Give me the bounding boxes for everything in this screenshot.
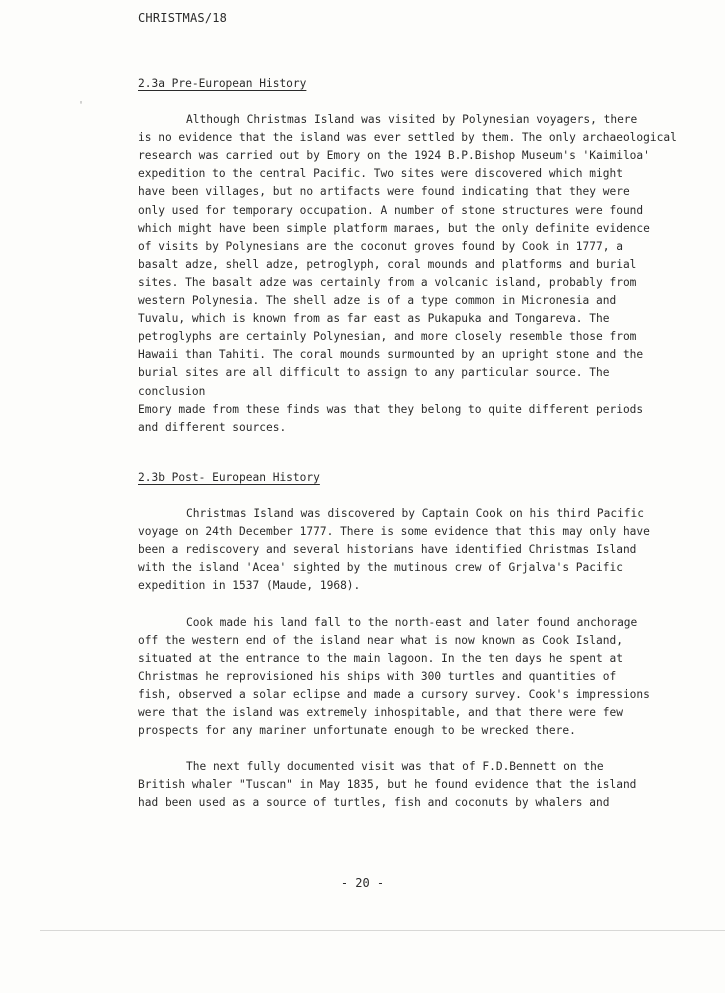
page-number: - 20 - (340, 876, 385, 890)
section-post-european-history (138, 469, 678, 813)
section-pre-european-history (138, 75, 678, 437)
section-heading: 2.3a Pre-European History (138, 77, 307, 90)
paragraph: Christmas Island was discovered by Captain Cook on his third Pacific voyage on 24th December 1777. There is some evidence that this may only have been a rediscovery and several historians have identified Christmas Island with the island 'Acea' sighted by the mutinous crew of Grjalva's Pacific expedition in 1537 (Maude, 1968). (138, 507, 650, 593)
section-heading: 2.3b Post- European History (138, 471, 320, 484)
margin-mark: ' (78, 100, 85, 111)
paragraph: Cook made his land fall to the north-east and later found anchorage off the western end of the island near what is now known as Cook Island, situated at the entrance to the main lagoon. In the ten days he spent at Christmas he reprovisioned his ships with 300 turtles and quantities of fish, observed a solar eclipse and made a cursory survey. Cook's impressions were that the island was extremely inhospitable, and that there were few prospects for any mariner unfortunate enough to be wrecked there. (138, 615, 650, 738)
paragraph: Although Christmas Island was visited by Polynesian voyagers, there is no evidence that the island was ever settled by them. The only archaeological research was carried out by Emory on the 1924 B.P.Bishop Museum's 'Kaimiloa' expedition to the central Pacific. Two sites were discovered which might have been villages, but no artifacts were found indicating that they were only used for temporary occupation. A number of stone structures were found which might have been simple platform maraes, but the only definite evidence of visits by Polynesians are the coconut groves found by Cook in 1777, a basalt adze, shell adze, petroglyph, coral mounds and platforms and burial sites. The basalt adze was certainly from a volcanic island, probably from western Polynesia. The shell adze is of a type common in Micronesia and Tuvalu, which is known from as far east as Pukapuka and Tongareva. The petroglyphs are certainly Polynesian, and more closely resemble those from Hawaii than Tahiti. The coral mounds surmounted by an upright stone and the burial sites are all difficult to assign to any particular source. The conclusion Emory made from these finds was that they belong to quite different periods and different sources. (138, 113, 677, 434)
page-edge-divider (40, 930, 725, 931)
document-code: CHRISTMAS/18 (138, 11, 228, 25)
paragraph: The next fully documented visit was that of F.D.Bennett on the British whaler "Tuscan" in May 1835, but he found evidence that the island had been used as a source of turtles, fish and coconuts by whalers and (138, 760, 637, 810)
